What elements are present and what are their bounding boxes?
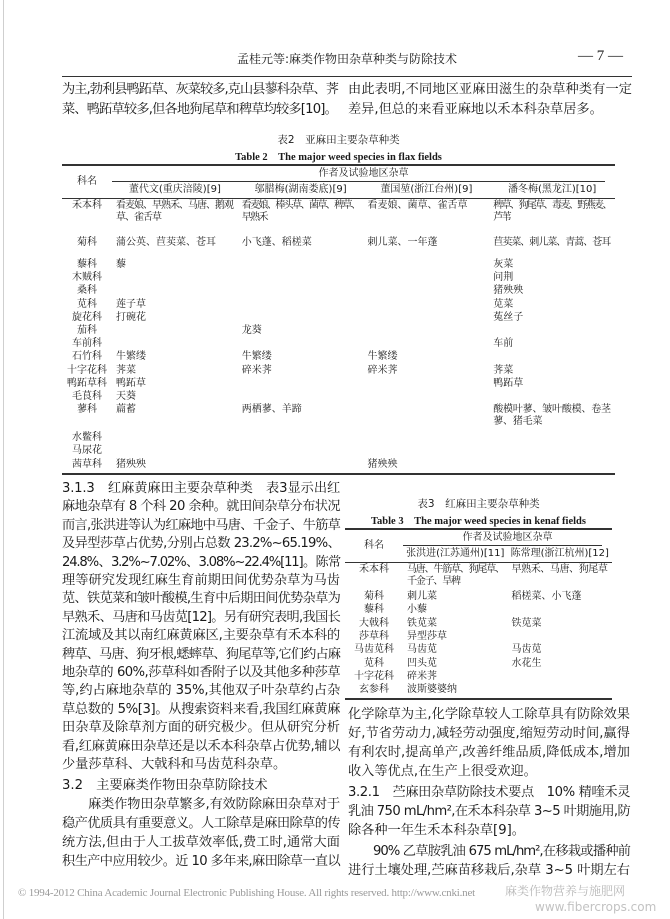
text-line: 麻地杂草有 8 个科 20 余种。就田间杂草分布状况: [62, 499, 340, 514]
text-line: 24.8%、3.2%~7.02%、3.08%~22.4%[11]。陈常: [62, 555, 340, 570]
table-caption-cn: 表2 亚麻田主要杂草种类: [277, 134, 400, 146]
weed-species: 鸭跖草: [493, 377, 524, 389]
weed-species: 灰菜: [493, 259, 514, 270]
text-line: 化学除草为主,化学除草较人工除草具有防除效果: [348, 707, 630, 722]
watermark-url: www.fibercrops.com: [535, 900, 657, 914]
text-line: 理等研究发现红麻生育前期田间优势杂草为马齿: [62, 573, 340, 588]
family-name: 菊科: [364, 591, 384, 602]
text-line: 90% 乙草胺乳油 675 mL/hm²,在移栽或播种前: [348, 844, 630, 859]
text-line: 稗草、马唐、狗牙根,蟋蟀草、狗尾草等,它们约占麻: [62, 647, 340, 662]
weed-species: 小藜: [407, 604, 427, 616]
text-line: 收入等优点,在生产上很受欢迎。: [348, 764, 537, 779]
weed-species: 猪殃殃: [367, 458, 398, 470]
text-line: 等,约占麻地杂草的 35%,其他双子叶杂草约占杂: [62, 683, 340, 698]
text-line: 差异,但总的来看亚麻地以禾本科杂草居多。: [348, 102, 603, 117]
header-rule: [345, 562, 612, 563]
text-line: 而言,张洪进等认为红麻地中马唐、千金子、牛筋草: [62, 518, 340, 533]
weed-species: 碎米荠: [367, 364, 398, 376]
table-caption-cn: 表3 红麻田主要杂草种类: [417, 498, 540, 510]
author-header: 董国堃(浙江台州)[9]: [380, 184, 473, 195]
table-bottom-rule: [62, 473, 615, 475]
weed-species: 猪殃殃: [493, 285, 524, 297]
weed-species: 藜: [116, 259, 126, 270]
weed-species: 牛繁缕: [367, 351, 398, 363]
text-line: 田杂草及除草剂方面的研究极少。但从研究分析: [62, 720, 340, 735]
weed-species: 异型莎草: [407, 630, 447, 642]
family-name: 苋科: [364, 657, 384, 669]
family-name: 藜科: [364, 604, 384, 616]
weed-species: 酸模叶蓼、皱叶酸模、卷茎 蓼、猪毛菜: [493, 404, 611, 428]
weed-species: 马齿苋: [407, 644, 437, 656]
weed-species: 龙葵: [241, 325, 262, 336]
weed-species: 碎米荠: [241, 364, 272, 376]
weed-species: 小飞蓬、稻槎菜: [241, 237, 312, 248]
family-name: 十字花科: [67, 364, 107, 376]
text-line: 统方法,但由于人工拔草效率低,费工时,通常大面: [62, 835, 340, 850]
copyright-footer: © 1994-2012 China Academic Journal Electronic Publishing House. All rights reserved. http://www.cnki.net: [18, 887, 476, 899]
weed-species: 波斯婆婆纳: [407, 684, 457, 696]
weed-species: 铁苋菜: [407, 617, 437, 629]
text-line: 由此表明,不同地区亚麻田滋生的杂草种类有一定: [348, 82, 632, 97]
family-name: 旋花科: [72, 311, 102, 323]
text-line: 地杂草的 60%,莎草科如香附子以及其他多种莎草: [62, 665, 340, 680]
family-name: 桑科: [77, 285, 97, 297]
text-line: 早熟禾、马唐和马齿苋[12]。另有研究表明,我国长: [62, 610, 340, 625]
family-name: 禾本科: [359, 564, 389, 575]
text-line: 少量莎草科、大戟科和马齿苋科杂草。: [62, 757, 287, 772]
text-line: 积生产中应用较少。近 10 多年来,麻田除草一直以: [62, 854, 341, 869]
family-name: 木贼科: [72, 272, 102, 284]
author-header: 陈常理(浙江杭州)[12]: [510, 548, 609, 559]
table-top-rule: [62, 164, 615, 166]
weed-species: 刺儿菜: [407, 591, 437, 602]
family-name: 车前科: [72, 338, 102, 350]
family-name: 十字花科: [354, 670, 394, 682]
weed-species: 碎米荠: [407, 670, 437, 682]
weed-species: 荠菜: [493, 364, 514, 376]
text-line: 苋、铁苋菜和皱叶酸模,生育中后期田间优势杂草为: [62, 591, 340, 606]
family-name: 莎草科: [359, 630, 389, 642]
text-line: 除各种一年生禾本科杂草[9]。: [348, 823, 525, 838]
table-caption-en: Table 2 The major weed species in flax fields: [235, 152, 442, 163]
weed-species: 稻槎菜、小飞蓬: [511, 591, 582, 602]
family-name: 水鳖科: [72, 432, 102, 444]
running-title: 孟桂元等:麻类作物田杂草种类与防除技术: [236, 52, 458, 66]
family-name: 禾本科: [72, 200, 102, 211]
text-line: 菜、鸭跖草较多,但各地狗尾草和稗草均较多[10]。: [62, 102, 338, 117]
weed-species: 车前: [493, 338, 514, 350]
weed-species: 早熟禾、马唐、狗尾草: [511, 564, 608, 575]
text-line: 江流域及其以南红麻黄麻区,主要杂草有禾本科的: [62, 628, 340, 643]
text-line: 稳产优质具有重要意义。人工除草是麻田除草的传: [62, 816, 340, 831]
page-number: — 7 —: [578, 48, 623, 64]
header-rule: [62, 198, 615, 199]
table-top-rule: [345, 528, 612, 530]
page-border: [3, 0, 4, 919]
weed-species: 看麦娘、菌草、雀舌草: [367, 200, 468, 211]
weed-species: 牛繁缕: [241, 351, 272, 363]
author-header: 邬腊梅(湖南娄底)[9]: [254, 184, 347, 195]
text-line: 好,节省劳动力,减轻劳动强度,缩短劳动时间,赢得: [348, 726, 630, 741]
weed-species: 荠菜: [116, 364, 136, 376]
text-line: 有利农时,提高单产,改善纤维品质,降低成本,增加: [348, 745, 630, 760]
family-name: 苋科: [77, 298, 97, 310]
weed-species: 天葵: [116, 391, 136, 402]
weed-species: 打碗花: [116, 311, 146, 323]
family-name: 鸭跖草科: [67, 377, 107, 389]
family-name: 玄参科: [359, 684, 389, 696]
family-name: 菊科: [77, 237, 97, 248]
weed-species: 凹头苋: [407, 657, 437, 669]
weed-species: 马唐、牛筋草、狗尾草、 千金子、旱稗: [407, 564, 504, 587]
author-header: 张洪进(江苏通州)[11]: [406, 548, 505, 559]
family-name: 茄科: [77, 325, 97, 336]
group-rule: [112, 181, 605, 182]
family-name: 马尿花: [72, 445, 102, 457]
text-line: 乳油 750 mL/hm²,在禾本科杂草 3~5 叶期施用,防: [348, 804, 631, 819]
table-bottom-rule: [345, 698, 612, 700]
text-line: 3.2 主要麻类作物田杂草防除技术: [62, 778, 268, 793]
family-name: 毛茛科: [72, 391, 102, 402]
text-line: 3.2.1 苎麻田杂草防除技术要点 10% 精喹禾灵: [348, 785, 630, 800]
watermark-text: 麻类作物营养与施肥网: [505, 884, 626, 898]
text-line: 及异型莎草占优势,分别占总数 23.2%~65.19%、: [62, 536, 340, 551]
text-line: 3.1.3 红麻黄麻田主要杂草种类 表3显示出红: [62, 481, 340, 496]
weed-species: 鸭跖草: [116, 377, 146, 389]
family-name: 藜科: [77, 259, 97, 270]
weed-species: 莲子草: [116, 298, 146, 310]
group-header: 作者及试验地区杂草: [318, 168, 409, 179]
column-header-family: 科名: [77, 176, 97, 187]
weed-species: 水花生: [511, 657, 542, 669]
weed-species: 铁苋菜: [511, 617, 542, 629]
weed-species: 马齿苋: [511, 644, 542, 656]
weed-species: 猪殃殃: [116, 458, 146, 470]
family-name: 茜草科: [72, 458, 102, 470]
weed-species: 菟丝子: [493, 311, 524, 323]
weed-species: 看麦娘、早熟禾、马唐、鹅观 草、雀舌草: [116, 200, 233, 223]
weed-species: 苣荬菜、刺儿菜、青蒿、苍耳: [493, 237, 611, 248]
weed-species: 稗草、狗尾草、毒麦、野燕麦、 芦苇: [493, 200, 611, 223]
weed-species: 牛繁缕: [116, 351, 146, 363]
weed-species: 看麦娘、棒头草、菌草、稗草、 早熟禾: [241, 200, 360, 223]
weed-species: 苋菜: [493, 298, 514, 310]
text-line: 草总数的 5%[3]。从搜索资料来看,我国红麻黄麻: [62, 702, 340, 717]
text-line: 为主,勃利县鸭跖草、灰菜较多,克山县蓼科杂草、荠: [62, 82, 338, 97]
family-name: 大戟科: [359, 617, 389, 629]
text-line: 进行土壤处理,苎麻苗移栽后,杂草 3~5 叶期左右: [348, 863, 630, 878]
group-rule: [403, 545, 602, 546]
text-line: 麻类作物田杂草繁多,有效防除麻田杂草对于: [62, 797, 340, 812]
table-caption-en: Table 3 The major weed species in kenaf fields: [371, 516, 586, 527]
family-name: 马齿苋科: [354, 644, 394, 656]
text-line: 看,红麻黄麻田杂草还是以禾本科杂草占优势,辅以: [62, 739, 340, 754]
weed-species: 刺儿菜、一年蓬: [367, 237, 438, 248]
weed-species: 问荆: [493, 272, 514, 284]
author-header: 董代文(重庆涪陵)[9]: [128, 184, 221, 195]
family-name: 石竹科: [72, 351, 102, 363]
group-header: 作者及试验地区杂草: [462, 532, 553, 543]
weed-species: 萹蓄: [116, 404, 136, 416]
family-name: 蓼科: [77, 404, 97, 416]
column-header-family: 科名: [364, 540, 384, 551]
author-header: 潘冬梅(黑龙江)[10]: [507, 184, 597, 195]
header-rule: [62, 76, 632, 77]
weed-species: 两栖蓼、羊蹄: [241, 404, 302, 416]
weed-species: 蒲公英、苣荬菜、苍耳: [116, 237, 216, 248]
